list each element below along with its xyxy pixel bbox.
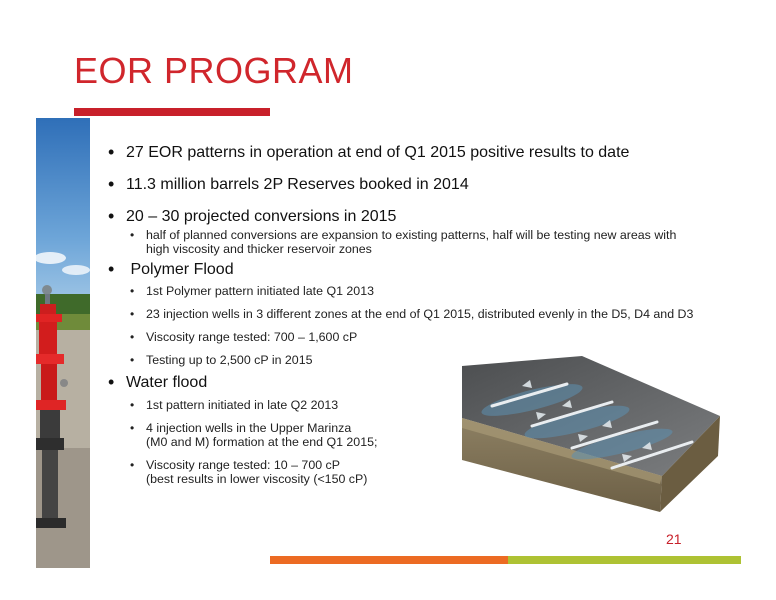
wellhead-photo [36,118,90,568]
bullet-water-flood: • Water flood [108,373,728,392]
sub-bullet-line: • half of planned conversions are expansion to existing patterns, half will be testing new areas with [146,228,677,242]
sub-bullet-injection-wells: • 23 injection wells in 3 different zones at the end of Q1 2015, distributed evenly in the D5, D4 and D3 [108,307,728,321]
sub-bullet-line: (M0 and M) formation at the end Q1 2015; [146,435,378,449]
sub-bullet-viscosity-polymer: • Viscosity range tested: 700 – 1,600 cP [108,330,728,344]
page-number: 21 [666,531,682,547]
sub-bullet-planned-conversions [108,228,728,256]
sub-bullet-line: • Viscosity range tested: 10 – 700 cP [146,458,341,472]
bullet-projected-conversions: • 20 – 30 projected conversions in 2015 [108,207,728,226]
bullet-polymer-flood-label: Polymer Flood [130,261,234,278]
bullet-polymer-flood [108,260,728,279]
slide-title: EOR PROGRAM [74,50,354,91]
sub-bullet-polymer-initiated: • 1st Polymer pattern initiated late Q1 2013 [108,284,728,298]
title-underline-bar [74,108,270,116]
footer-bar-green [508,556,741,564]
sub-bullet-line: • 4 injection wells in the Upper Marinza [146,421,352,435]
bullet-eor-patterns: • 27 EOR patterns in operation at end of Q1 2015 positive results to date [108,143,728,162]
sub-bullet-testing-2500: • Testing up to 2,500 cP in 2015 [108,353,728,367]
sub-bullet-water-initiated: • 1st pattern initiated in late Q2 2013 [108,398,728,412]
footer-bar-orange [270,556,508,564]
sub-bullet-line: high viscosity and thicker reservoir zones [146,242,372,256]
reservoir-injection-diagram [462,356,720,512]
sub-bullet-line: (best results in lower viscosity (<150 cP) [146,472,368,486]
bullet-reserves-booked: • 11.3 million barrels 2P Reserves booked in 2014 [108,175,728,194]
